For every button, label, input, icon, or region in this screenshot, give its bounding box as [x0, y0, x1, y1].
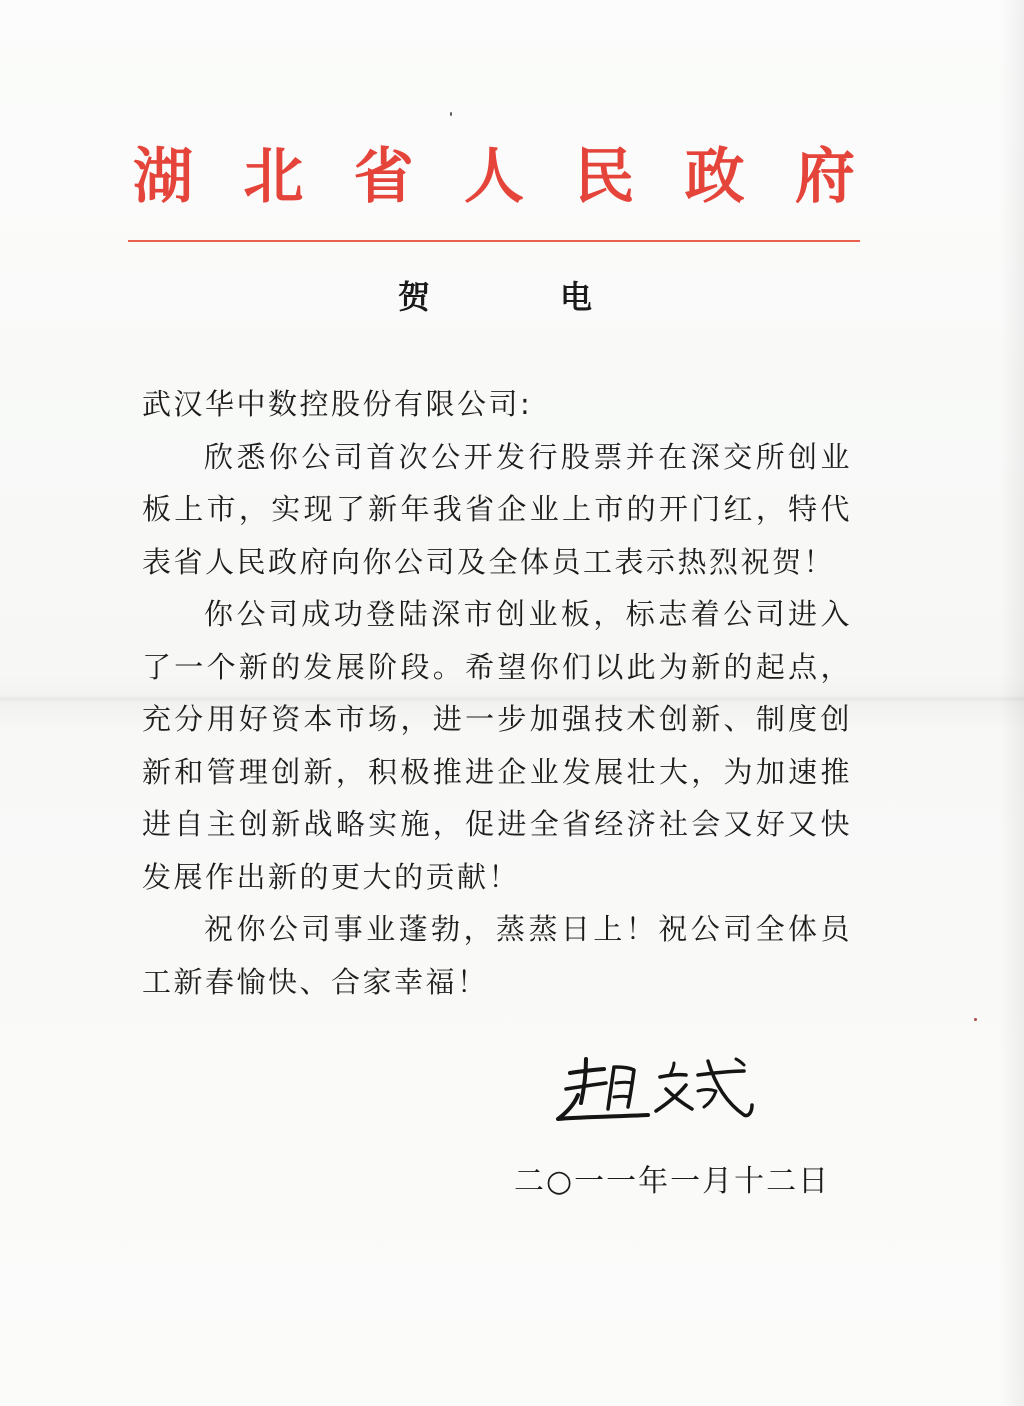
body-paragraph-congratulation: 欣悉你公司首次公开发行股票并在深交所创业板上市，实现了新年我省企业上市的开门红，特代表省人民政府向你公司及全体员工表示热烈祝贺！: [142, 439, 852, 579]
letterhead-red-rule: [128, 240, 860, 242]
document-title: [390, 270, 600, 320]
handwritten-signature: [548, 1045, 768, 1135]
paper-speck: [974, 1018, 977, 1021]
body-paragraph-wishes: 祝你公司事业蓬勃，蒸蒸日上！祝公司全体员工新春愉快、合家幸福！: [142, 912, 852, 999]
letterhead-char: 北: [243, 142, 304, 212]
signing-date: 二○一一年一月十二日: [514, 1164, 831, 1199]
letterhead-char: 湖: [133, 142, 193, 212]
letterhead-organization-name: [128, 132, 860, 222]
letterhead-char: 府: [794, 142, 855, 212]
salutation: 武汉华中数控股份有限公司:: [142, 387, 533, 421]
letterhead-char: 政: [684, 142, 745, 212]
document-title-char: 电: [559, 278, 592, 316]
letter-body: [142, 378, 852, 1008]
letterhead-char: 省: [353, 142, 414, 212]
paper-speck: [450, 112, 452, 116]
body-paragraph-hopes: 你公司成功登陆深市创业板，标志着公司进入了一个新的发展阶段。希望你们以此为新的起点，充分用好资本市场，进一步加强技术创新、制度创新和管理创新，积极推进企业发展壮大，为加速推进自主创新战略实施，促进全省经济社会又好又快发展作出新的更大的贡献！: [142, 597, 852, 894]
letterhead-char: 人: [463, 142, 524, 212]
scan-edge-shadow: [1000, 0, 1024, 1406]
document-title-char: 贺: [397, 278, 430, 316]
letterhead-char: 民: [574, 142, 635, 212]
